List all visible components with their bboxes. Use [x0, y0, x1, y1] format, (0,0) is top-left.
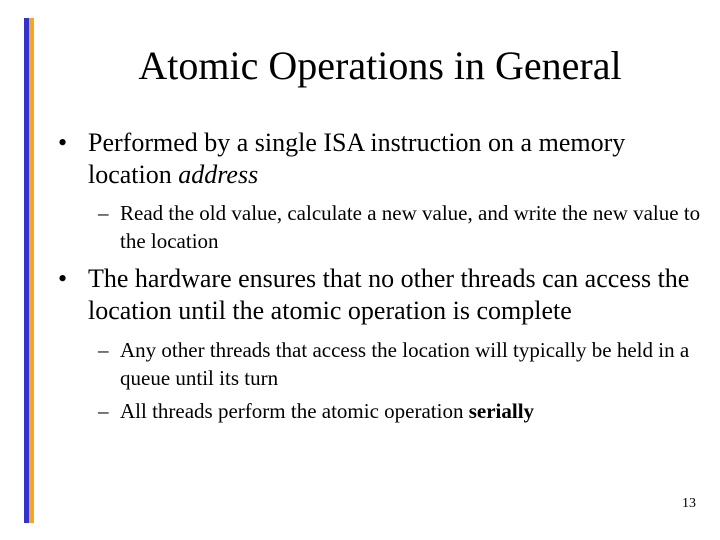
dash-icon: – — [98, 399, 109, 423]
bullet-1-text: Performed by a single ISA instruction on a memory location address — [88, 128, 626, 189]
emphasis-serially: serially — [468, 399, 535, 423]
sub-bullet-1-1-text: Read the old value, calculate a new value, and write the new value to the location — [120, 201, 701, 253]
dash-icon: – — [98, 201, 109, 225]
left-accent-bar-gold — [29, 18, 34, 523]
emphasis-address: address — [178, 160, 259, 189]
bullet-dot-icon: • — [58, 264, 68, 293]
bullet-2-text: The hardware ensures that no other threads can access the location until the atomic operation is complete — [88, 264, 690, 325]
sub-bullet-2-2-text: All threads perform the atomic operation serially — [120, 399, 535, 423]
page-number: 13 — [682, 496, 696, 511]
sub-bullet-2-1-text: Any other threads that access the location will typically be held in a queue until its turn — [120, 338, 690, 390]
bullet-dot-icon: • — [58, 128, 68, 157]
slide-title: Atomic Operations in General — [138, 43, 622, 88]
dash-icon: – — [98, 338, 109, 362]
